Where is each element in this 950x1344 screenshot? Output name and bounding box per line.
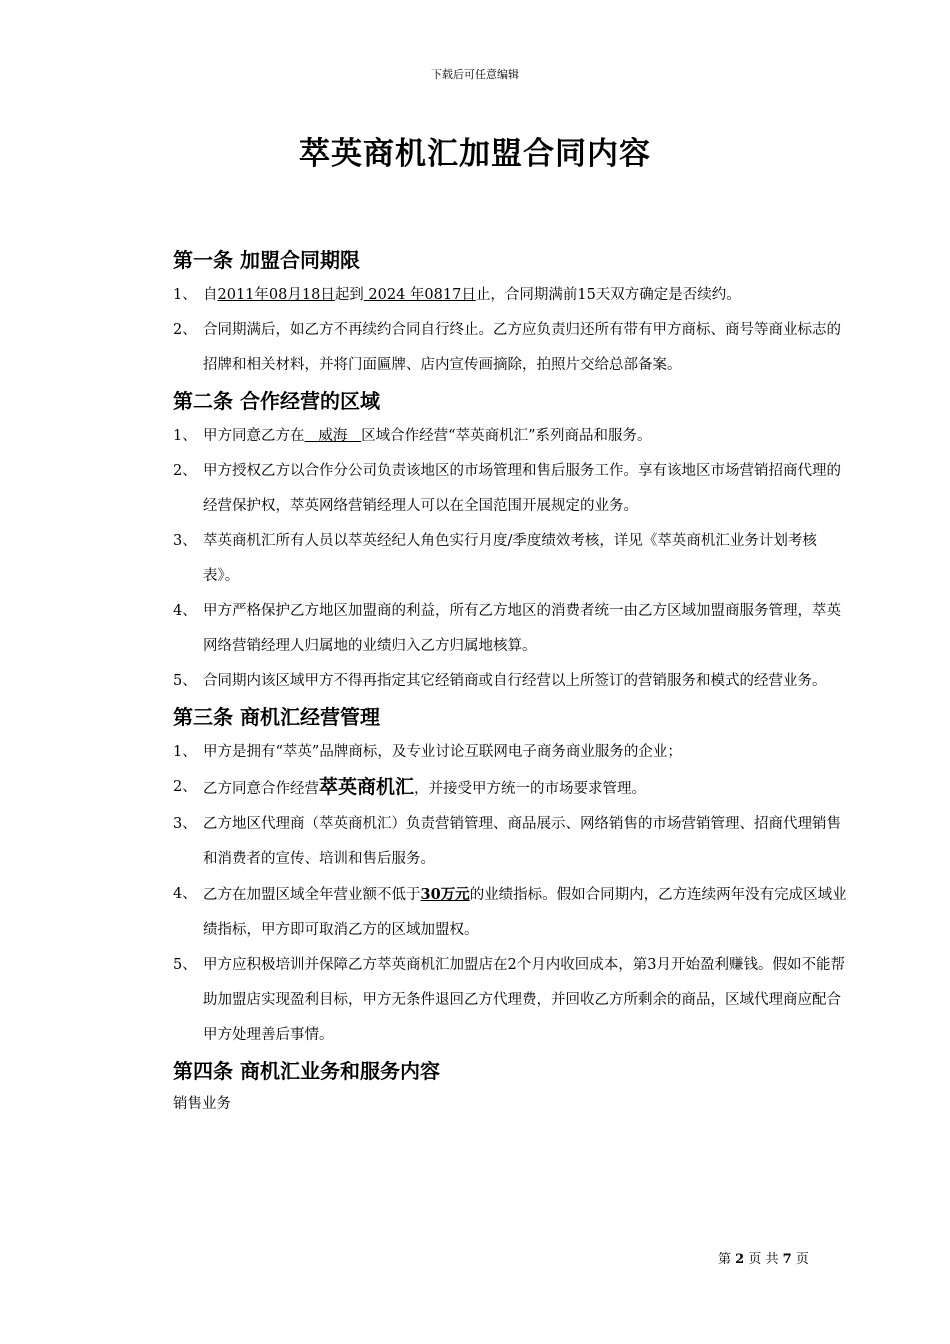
item-number: 1、 bbox=[173, 287, 197, 303]
item-text: 起到 bbox=[334, 287, 364, 303]
item-number: 1、 bbox=[173, 428, 197, 444]
revenue-target: 30万元 bbox=[420, 886, 470, 903]
list-item bbox=[173, 807, 853, 877]
current-page-number: 2 bbox=[735, 1252, 745, 1267]
item-text: 的业绩指标。假如合同期内，乙方连续两年没有完成区域业绩指标，甲方即可取消乙方的区域加盟权。 bbox=[203, 887, 847, 938]
list-item bbox=[173, 594, 853, 664]
item-text: 乙方在加盟区域全年营业额不低于 bbox=[203, 887, 421, 903]
item-text: 自 bbox=[203, 287, 218, 303]
total-page-number: 7 bbox=[782, 1252, 792, 1267]
start-date: 2011年08月18日 bbox=[217, 287, 335, 303]
list-item bbox=[173, 735, 853, 770]
item-number: 2、 bbox=[173, 322, 197, 338]
item-text: 甲方授权乙方以合作分公司负责该地区的市场管理和售后服务工作。享有该地区市场营销招商代理的经营保护权，萃英网络营销经理人可以在全国范围开展规定的业务。 bbox=[203, 463, 841, 514]
list-item bbox=[173, 313, 853, 383]
list-item bbox=[173, 664, 853, 699]
end-date: 2024 年0817日 bbox=[363, 287, 476, 303]
footer-text: 页 共 bbox=[748, 1252, 779, 1267]
list-item bbox=[173, 278, 853, 313]
item-number: 1、 bbox=[173, 744, 197, 760]
item-number: 4、 bbox=[173, 886, 197, 902]
item-text: 区域合作经营“萃英商机汇”系列商品和服务。 bbox=[361, 428, 652, 444]
item-text: 合同期内该区域甲方不得再指定其它经销商或自行经营以上所签订的营销服务和模式的经营业务。 bbox=[203, 673, 827, 689]
item-text: 止，合同期满前15天双方确定是否续约。 bbox=[475, 287, 741, 303]
list-item bbox=[173, 877, 853, 948]
section-4-heading: 第四条 商机汇业务和服务内容 bbox=[173, 1059, 440, 1083]
item-text: 甲方是拥有“萃英”品牌商标，及专业讨论互联网电子商务商业服务的企业； bbox=[203, 744, 682, 760]
item-text: 甲方严格保护乙方地区加盟商的利益，所有乙方地区的消费者统一由乙方区域加盟商服务管理，萃英网络营销经理人归属地的业绩归入乙方归属地核算。 bbox=[203, 603, 841, 654]
section-2-heading: 第二条 合作经营的区域 bbox=[173, 389, 380, 413]
region-name: 威海 bbox=[304, 428, 362, 444]
item-text: ，并接受甲方统一的市场要求管理。 bbox=[414, 781, 647, 797]
item-text: 合同期满后，如乙方不再续约合同自行终止。乙方应负责归还所有带有甲方商标、商号等商业标志的招牌和相关材料，并将门面匾牌、店内宣传画摘除，拍照片交给总部备案。 bbox=[203, 322, 841, 373]
item-text: 萃英商机汇所有人员以萃英经纪人角色实行月度/季度绩效考核，详见《萃英商机汇业务计划考核表》。 bbox=[203, 533, 817, 584]
list-item bbox=[173, 948, 853, 1053]
item-number: 5、 bbox=[173, 673, 197, 689]
footer-text: 页 bbox=[795, 1252, 809, 1267]
item-number: 3、 bbox=[173, 816, 197, 832]
footer-text: 第 bbox=[718, 1252, 732, 1267]
document-title: 萃英商机汇加盟合同内容 bbox=[299, 136, 651, 172]
header-note: 下载后可任意编辑 bbox=[431, 68, 519, 81]
list-item bbox=[173, 419, 853, 454]
item-number: 2、 bbox=[173, 779, 197, 795]
list-item bbox=[173, 770, 853, 807]
item-text: 乙方地区代理商（萃英商机汇）负责营销管理、商品展示、网络销售的市场营销管理、招商代理销售和消费者的宣传、培训和售后服务。 bbox=[203, 816, 841, 867]
item-number: 4、 bbox=[173, 603, 197, 619]
page-footer bbox=[718, 1248, 809, 1267]
section-4-text: 销售业务 bbox=[173, 1096, 231, 1112]
item-number: 3、 bbox=[173, 533, 197, 549]
item-number: 2、 bbox=[173, 463, 197, 479]
section-3-heading: 第三条 商机汇经营管理 bbox=[173, 705, 380, 729]
item-text: 甲方同意乙方在 bbox=[203, 428, 305, 444]
item-number: 5、 bbox=[173, 957, 197, 973]
item-text: 甲方应积极培训并保障乙方萃英商机汇加盟店在2个月内收回成本，第3月开始盈利赚钱。假如不能帮助加盟店实现盈利目标，甲方无条件退回乙方代理费，并回收乙方所剩余的商品，区域代理商应配合甲方处理善后事情。 bbox=[203, 957, 845, 1043]
section-1-heading: 第一条 加盟合同期限 bbox=[173, 248, 360, 272]
document-body bbox=[173, 246, 853, 1119]
item-text: 乙方同意合作经营 bbox=[203, 781, 319, 797]
list-item bbox=[173, 524, 853, 594]
list-item bbox=[173, 454, 853, 524]
brand-name: 萃英商机汇 bbox=[319, 776, 415, 798]
